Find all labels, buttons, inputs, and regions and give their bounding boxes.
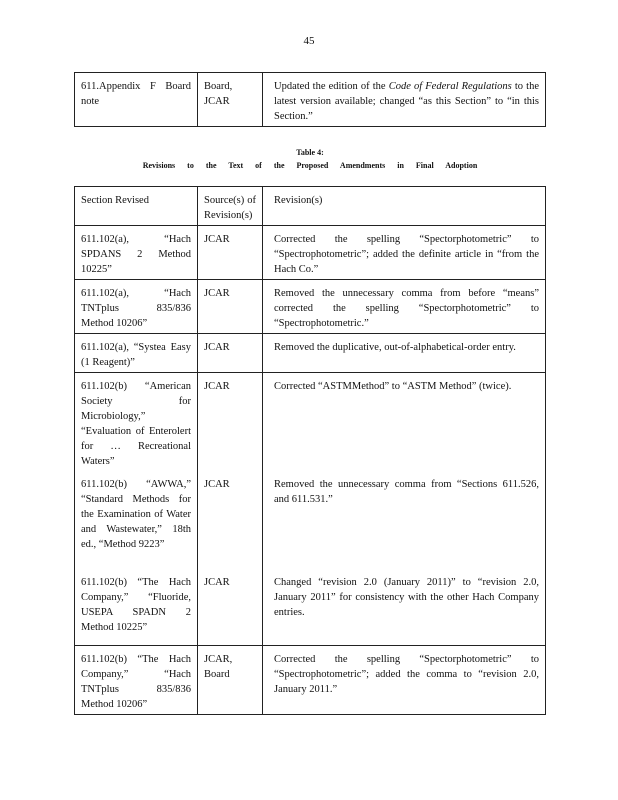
cfr-title: Code of Federal Regulations [388,81,512,92]
source-text: JCAR [204,381,230,392]
table-row [75,280,546,334]
source-cell [198,73,263,127]
header-section: Section Revised [75,187,198,226]
section-text: 611.102(b) “The Hach Company,” “Fluoride, USEPA SPADN 2 Method 10225” [81,577,191,633]
source-cell-group [198,373,263,646]
section-cell-group [75,373,198,646]
header-revision: Revision(s) [263,187,546,226]
revision-text: Changed “revision 2.0 (January 2011)” to “revision 2.0, January 2011” for consistency with the other Hach Company entries. [274,577,539,618]
section-cell: 611.102(a), “Systea Easy (1 Reagent)” [75,334,198,373]
source-text: Board, JCAR [204,81,233,107]
table-row [75,334,546,373]
section-cell: 611.102(a), “Hach SPDANS 2 Method 10225” [75,226,198,280]
source-text: JCAR [204,479,230,490]
source-cell: JCAR [198,226,263,280]
revision-cell: Removed the duplicative, out-of-alphabetical-order entry. [263,334,546,373]
revision-cell: Removed the unnecessary comma from before “means” corrected the spelling “Spectorphotometric” to “Spectrophotometric.” [263,280,546,334]
table-header-row [75,187,546,226]
revision-cell [263,73,546,127]
section-text: 611.102(b) “American Society for Microbiology,” “Evaluation of Enterolert for … Recreational Waters” [81,381,191,467]
section-text: 611.102(b) “AWWA,” “Standard Methods for the Examination of Water and Wastewater,” 18th ed., “Method 9223” [81,479,191,550]
revision-cell: Corrected the spelling “Spectorphotometric” to “Spectrophotometric”; added the definite article in “from the Hach Co.” [263,226,546,280]
source-cell: JCAR, Board [198,646,263,715]
table-caption-title: Revisions to the Text of the Proposed Amendments in Final Adoption [142,161,478,170]
revision-text: Corrected “ASTMMethod” to “ASTM Method” (twice). [274,381,512,392]
section-cell: 611.102(b) “The Hach Company,” “Hach TNTplus 835/836 Method 10206” [75,646,198,715]
section-cell [75,73,198,127]
revision-text-pre: Updated the edition of the [274,81,389,92]
section-cell: 611.102(a), “Hach TNTplus 835/836 Method 10206” [75,280,198,334]
header-source: Source(s) of Revision(s) [198,187,263,226]
revision-cell-group [263,373,546,646]
table-row-grouped [75,373,546,646]
source-cell: JCAR [198,334,263,373]
table-row [75,226,546,280]
table-row [75,73,546,127]
revision-text-post: to the latest version available; changed “as this Section” to “in this Section.” [274,81,540,122]
source-text: JCAR [204,577,230,588]
appendix-revision-table [74,72,546,127]
table-row [75,646,546,715]
revision-text: Removed the unnecessary comma from “Sections 611.526, and 611.531.” [274,479,539,505]
page-number: 45 [303,35,315,47]
revision-cell: Corrected the spelling “Spectorphotometric” to “Spectrophotometric”; added the comma to “revision 2.0, January 2011.” [263,646,546,715]
revisions-table [74,186,546,715]
table-caption-number: Table 4: [296,148,324,157]
source-cell: JCAR [198,280,263,334]
section-text: 611.Appendix F Board note [81,81,191,107]
